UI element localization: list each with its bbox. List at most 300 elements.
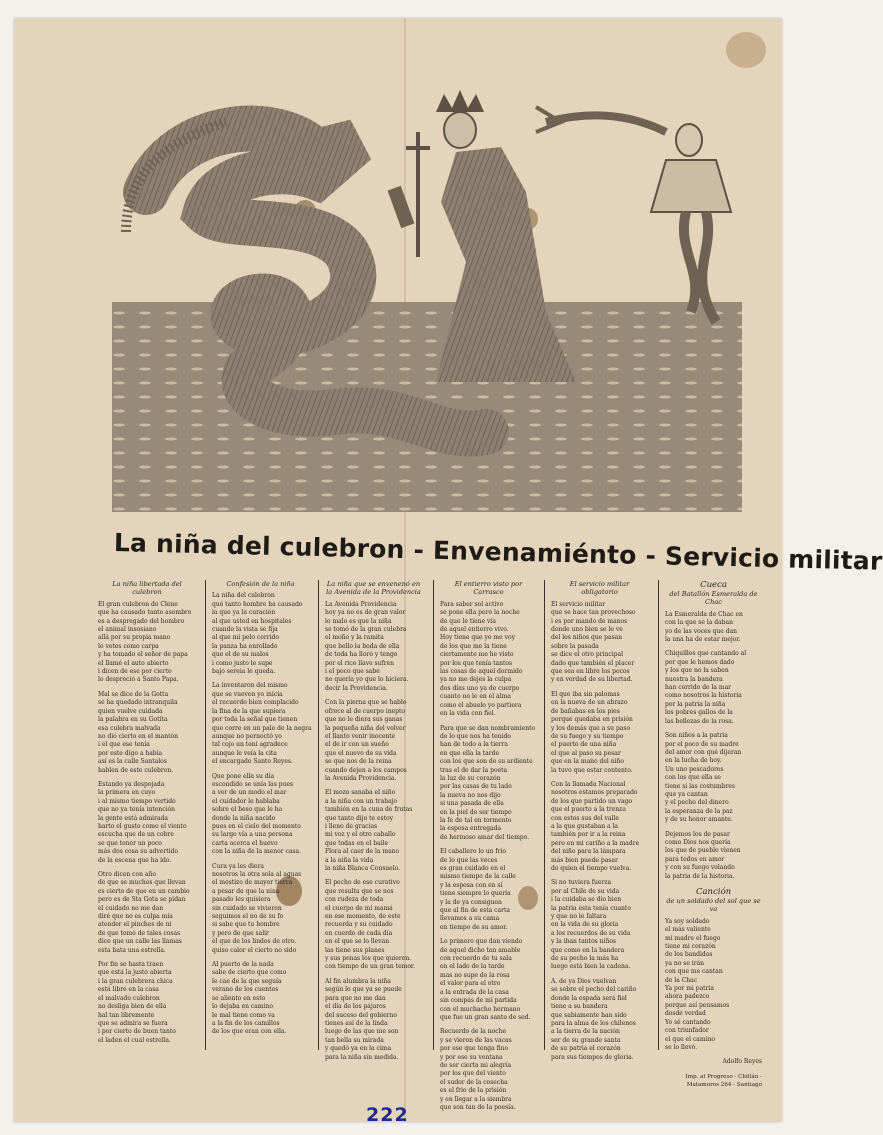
verse-line: de que se muchos que llevan [98,879,186,887]
verse-line: que el puerto a la trenza [551,806,626,814]
verse-line: en cuerdo de cada día [325,929,393,937]
verse-line: más bien puede pasar [551,856,618,864]
verse-line: en el lado de la tarde [440,963,505,971]
verse-line: Otro dicen con año [98,871,156,878]
verse-line: de que tomó de tales cosas [98,929,181,937]
verse-columns [92,580,780,1111]
verse-line: es gran cuidado en el [440,865,506,872]
verse-line: como el abuelo yo partiera [440,701,522,709]
verse-line: i el poco que sabe [325,668,380,676]
verse-line: hablen de este culebron. [98,766,174,774]
verse-line: por toda la señal que tienen [212,716,298,724]
verse-line: y con su fuego volando [665,864,735,872]
verse-line: i el que ese tenía [98,741,150,749]
verse-line: porque así pensamos [665,1001,730,1009]
verse-line: de aquel dicho tan amable [440,946,521,954]
verse-line: ahora padezco [665,993,710,1001]
verse-line: es a despregado del hombro [98,617,185,625]
broadside-headline: La niña del culebron - Envenamiénto - Servicio militar [113,528,883,576]
verse-line: se que tener un poco [98,839,162,847]
verse-line: pasado les quisiera [212,896,271,904]
stanza [325,789,422,873]
verse-line: nuestra la bandera [665,675,723,683]
verse-column [318,580,426,1061]
verse-line: donde la espada será fiel [551,994,627,1002]
verse-line: el recuerdo bien complacido [212,699,299,707]
verse-line: sin compás de mi partida [440,997,517,1005]
verse-line: lo despreció a Santo Papa. [98,676,179,684]
verse-line: se tomó de la gran culebra [325,626,407,634]
verse-line: el moño y la ramita [325,634,384,642]
verse-line: sobre el beso que le ha [212,806,283,814]
verse-line: la luz de su corazón [440,774,501,782]
verse-line: quiso calor el cierto no sido [212,946,297,954]
verse-line: para todos en amor [665,855,725,863]
verse-line: es cierto de que en un cambio [98,887,190,895]
verse-line: la patria de la historia. [665,872,735,880]
column-title: La niña que se envenenó en la Avenida de la Providencia [326,580,421,597]
verse-line: Con la pierna que se hablo [325,699,407,707]
stanza [665,918,762,1053]
verse-line: Si no tuviera fuerza [551,879,612,887]
verse-line: a pesar de que la nina [212,887,280,895]
verse-line: el llanto venir inocente [325,732,396,740]
verse-line: diré que no es culpa mía [98,913,173,921]
stanza [551,781,648,873]
verse-line: de los que partido un vago [551,797,633,805]
verse-line: el malvado culebron [98,994,160,1002]
verse-line: que se vueven yo inicia [212,690,283,698]
verse-line: dos días uno ya de cuerpo [440,684,520,692]
verse-line: y ha tomado el señor de papa [98,651,188,659]
verse-line: como Dios nos quería [665,838,731,846]
author-signature: Adolfo Reyes [722,1058,762,1066]
verse-line: de ser cierta mi alegría [440,1061,512,1069]
verse-line: i lleno de gracias [325,822,378,830]
verse-line: las cosas de aquel dormido [440,668,523,676]
verse-line: y de su honor amante. [665,816,733,824]
stanza [212,682,312,766]
verse-line: Que pone ella su día [212,772,275,780]
song-title: Canción [695,887,732,897]
verse-line: se dice el otro principal [551,651,624,659]
verse-line: el cuidado no me dan [98,904,164,912]
verse-line: i dicen de ese por cierto [98,668,172,676]
verse-line: que no le diera sus ganas [325,716,403,724]
verse-line: que está la justo abierta [98,969,172,977]
verse-line: y en verdad de su libertad. [551,676,633,684]
verse-line: Dejemos los de pasar [665,830,730,838]
verse-line: en que ella la tarde [440,749,500,757]
verse-line: El caballero lo un frío [440,848,507,856]
verse-line: quien vuelve cuidada [98,707,163,715]
verse-line: El servicio militar [551,600,606,608]
verse-line: el sudor de la cosecha [440,1078,508,1086]
verse-line: tiene si las costumbres [665,782,735,790]
verse-line: del amor con qué dijeran [665,748,742,756]
stanza [325,978,422,1062]
verse-line: Recuerdo de la noche [440,1028,507,1036]
verse-column [205,580,313,1050]
verse-line: las tiene sus planes [325,946,385,954]
verse-line: donde uno bien se le ve [551,626,623,634]
stain-top-right [726,32,766,68]
verse-line: a la niña la vida [325,856,374,864]
column-title: La niña libertada del culebron [112,580,182,597]
stanza [98,691,196,775]
verse-line: decir la Providencia. [325,684,388,692]
stanza [98,781,196,865]
stanza [98,871,196,955]
verse-line: Con la llamada Nacional [551,780,626,788]
stanza [440,1028,537,1112]
verse-line: carta acerca el huevo [212,839,278,847]
verse-line: harto el gusto como el viento [98,822,187,830]
verse-line: el laden el cual estrella. [98,1036,171,1044]
verse-line: recuerda y su cuidado [325,921,393,929]
verse-line: que al fin de esta carta [440,907,510,915]
verse-line: la palabra en su Gotita [98,716,168,724]
verse-line: le mal tiene como va [212,1011,275,1019]
column-title: Cueca [700,580,727,590]
verse-line: el cuerpo de mi mamá [325,904,393,912]
verse-line: los pobres gallos de la [665,709,733,717]
verse-line: cuando dejen a los campos [325,766,407,774]
verse-line: verano de los cuentos [212,986,279,994]
verse-line: del los niños que pasan [551,634,623,642]
verse-column [544,580,652,1061]
verse-line: donde la niña nacido [212,814,276,822]
verse-line: i como justo le supe [212,659,273,667]
verse-line: y la iban tantos niños [551,938,617,946]
verse-line: las bellezas de la rosa. [665,717,734,725]
verse-line: más dos cosa su advertido [98,848,179,856]
verse-line: con estos sus del valle [551,814,619,822]
stanza [325,699,422,783]
verse-line: la esperanza de la paz [665,807,733,815]
printer-imprint: Imp. al Progreso - Chillán - Matamoros 264 - Santiago [685,1073,762,1089]
verse-line: por ese que tenga fino [440,1045,509,1053]
verse-line: para sus tiempos de gloria. [551,1053,634,1061]
verse-line: Mal se dice de la Gotta [98,690,169,698]
reaching-arm [546,115,666,132]
verse-line: y que no le faltara [551,913,607,921]
verse-line: Un uno pescadores [665,765,724,773]
verse-line: El gran culebron de Clene [98,600,178,608]
verse-line: Al fin alumbra la niña [325,977,391,985]
verse-line: y pero de que salir [212,929,269,937]
verse-line: aunque le veía la cita [212,749,277,757]
verse-line: a los recuerdos de su vida [551,929,631,937]
verse-line: A. de ya Dios vuelvan [551,977,617,985]
verse-line: ya no me dejes la culpa [440,676,512,684]
verse-line: Yo sé cantando [665,1018,711,1026]
crowned-figure [436,147,576,382]
stanza [98,601,196,685]
verse-line: que ha causado tanto asombro [98,609,192,617]
verse-line: ser de su grande santa [551,1036,621,1044]
verse-line: Hoy tiene que yo me voy [440,634,515,642]
verse-line: con que me cantan [665,968,723,976]
stanza [551,978,648,1062]
verse-line: lo malo es que la niña [325,617,392,625]
verse-line: de quien el tiempo vuelva. [551,865,632,872]
verse-line: Para saber sol activo [440,600,504,608]
verse-line: sobre la pasada [551,642,599,650]
stanza [212,961,309,1037]
verse-line: de los bandidos [665,951,713,959]
verse-line: dado que también el placer [551,659,635,667]
verse-line: esa culebra malvada [98,724,161,732]
verse-line: hoy ya no es de gran valor [325,609,406,617]
verse-line: su largo vía a una persona [212,831,293,839]
verse-line: Flora al caer de la mano [325,848,400,856]
verse-line: Son niños a la patria [665,732,728,740]
verse-line: se aliento en esto [212,994,266,1002]
verse-line: mismo tiempo de la calle [440,873,516,881]
verse-line: con el muchacho hermano [440,1005,521,1013]
verse-line: de la Chac [665,976,698,984]
verse-line: de los que me la tiene [440,642,507,650]
verse-line: tiene a su bandera [551,1003,608,1011]
verse-line: esta bata una estrella. [98,946,166,954]
figure-face [444,112,476,148]
verse-line: allá por su propia mano [98,634,171,642]
verse-line: La Avenida Providencia [325,600,397,608]
verse-line: no dió cierto en el mantón [98,732,179,740]
verse-line: escondido se unía las pues [212,780,294,788]
verse-line: no quería yo que lo hiciera. [325,676,409,684]
verse-line: Chiquillos que cantando al [665,650,747,658]
verse-line: y sus penas los que quieren. [325,955,412,963]
verse-line: y en llegar a la siembra [440,1095,512,1103]
verse-line: de aquel entierro vivo. [440,626,509,634]
verse-line: El que iba sin palomas [551,690,620,698]
verse-line: la fina de la que supiera [212,707,286,715]
verse-line: la que ya la curación [212,609,276,617]
verse-line: en la vida con fiel. [440,710,496,718]
verse-line: yo de las voces que dan [665,627,738,635]
verse-line: la patria esta tenía cuanto [551,904,631,912]
verse-line: que tanto dijo te estoy [325,814,393,822]
verse-line: que resulta que se nos [325,887,394,895]
verse-line: sin cuidado se vivieron [212,904,282,912]
verse-line: que bello la boda de ella [325,642,400,650]
stanza [440,848,537,932]
verse-line: han de todo a la tierra [440,741,508,749]
verse-line: ofrece al de cuerpo inepto [325,707,405,715]
column-title: Confesión de la niña [226,580,295,588]
verse-line: Lo primero que dan viendo [440,938,523,946]
verse-line: se ha quedado intranquila [98,699,178,707]
verse-line: pero es de Sta Gota se pidan [98,896,186,904]
stanza [665,650,762,726]
verse-line: la nueva no nos dijo [440,791,501,799]
verse-line: del suceso del gobierno [325,1011,397,1019]
verse-line: de bañabas en los pies [551,707,620,715]
verse-line: tiene mi corazón [665,943,716,951]
verse-line: se sobre el pecho del cariño [551,986,637,994]
verse-line: el mestizo de mayor tierra [212,879,293,887]
verse-line: que corre en un palo de la negra [212,724,312,732]
verse-line: cuando la vista se fija [212,626,278,634]
verse-line: para la niña sin medida. [325,1053,399,1061]
stanza [551,601,648,685]
verse-line: nosotros estamos preparado [551,789,638,797]
verse-line: que se admira se fuera [98,1019,168,1027]
verse-line: de los que eran con ella. [212,1028,287,1036]
broadside-sheet [14,18,883,1126]
verse-line: el animal insosiano [98,626,157,634]
verse-line: según lo que ya se puede [325,986,402,994]
verse-line: en tiempo de su amor. [440,923,508,931]
verse-line: pues en el cielo del momento [212,822,301,830]
verse-line: dice que un calle las llamas [98,938,182,946]
verse-line: escucha que de un cobre [98,831,174,839]
verse-line: a la que gustaban a la [551,822,618,830]
stanza [440,725,537,843]
verse-line: de lo que nos ha tenido [440,732,511,740]
verse-line: a la tierra de la nación [551,1028,620,1036]
verse-line: El mozo sanaba el niño [325,789,396,797]
verse-line: que el de su malos [212,651,269,659]
verse-line: la niña Blanca Consuelo. [325,865,401,872]
verse-line: en la nueva de un abrazo [551,699,628,707]
verse-line: con recuerdo de tu sala [440,955,512,963]
verse-line: aunque no pernoctó yo [212,732,282,740]
verse-line: porque quedaba en prisión [551,716,633,724]
verse-line: como nosotros la historia [665,692,742,700]
verse-line: que todas en el baile [325,839,389,847]
verse-line: hal tan libremente [98,1011,155,1019]
verse-line: con tiempo de un gran temor. [325,963,416,971]
verse-line: por el rico llave sufren [325,659,394,667]
verse-line: con triunfador [665,1027,709,1035]
woman-face [676,124,702,156]
verse-line: El pecho de ese curativo [325,879,400,887]
verse-line: el valor para el otro [440,980,501,988]
verse-line: con los que son de su ardiente [440,758,533,766]
catalog-number: 222 [366,1104,409,1126]
verse-line: que en la mano del niño [551,758,625,766]
verse-line: por al Chile de su vida [551,887,620,895]
verse-line: está libre en la casa [98,986,159,994]
verse-line: en el que se lo llevan [325,938,390,946]
verse-line: se que nos de la reina [325,758,392,766]
verse-line: el que el camino [665,1035,715,1043]
verse-line: que el nuevo de su vida [325,749,397,757]
stanza [551,691,648,775]
verse-line: la esposa entregada [440,825,502,833]
stanza [325,601,422,693]
verse-line: la fe de tal en tormento [440,816,512,824]
verse-line: en la piel de ser tiempo [440,808,512,816]
verse-line: y quedó ya en la cima [325,1045,392,1053]
verse-line: i al mismo tiempo vertido [98,797,176,805]
verse-line: han corrido de la mar [665,684,732,692]
verse-line: y la esposa con en sí [440,881,503,889]
stanza [440,938,537,1022]
verse-line: a la entrada de la casa [440,988,509,996]
verse-line: de lo que las veces [440,856,498,864]
verse-line: con los que ella se [665,774,721,782]
stanza [212,773,309,857]
verse-line: le cae de la que seguía [212,977,282,985]
verse-line: la primera en cuyo [98,789,156,797]
verse-line: por los que tenía tantos [440,659,513,667]
verse-line: el de ir con un sueño [325,741,389,749]
verse-line: tras el de dar la poeta [440,766,508,774]
verse-line: por la patria la niña [665,700,726,708]
verse-line: La inventaron del mismo [212,682,288,690]
verse-line: también por ir a la reina [551,831,626,839]
verse-line: el llamé el auto abierto [98,659,169,667]
verse-line: con rudeza de toda [325,896,384,904]
verse-line: sabe de cierto que como [212,969,287,977]
verse-line: que no ya tenía intención [98,806,176,814]
column-subtitle: del Batallón Esmeralda de Chac [669,590,758,607]
stanza [440,601,537,719]
verse-line: la tuvo que estar contento. [551,766,633,774]
verse-line: también en la cuna de frutas [325,806,413,814]
stanza [551,879,648,971]
stanza [665,611,762,645]
verse-line: luego está bien la cadena. [551,963,631,971]
verse-line: del niño para la lámpara [551,848,626,856]
verse-line: al que mi pelo corrido [212,634,279,642]
verse-line: es el frio de la prisión [440,1087,507,1095]
verse-line: pero en mi cariño a la madre [551,839,640,847]
stanza [665,831,762,881]
stanza [665,732,762,824]
verse-line: que son tan de la poesía. [440,1103,516,1111]
verse-line: Ya soy soldado [665,917,710,925]
verse-line: ya no se irán [665,959,705,967]
verse-line: tal cojo un teni agradece [212,741,288,749]
verse-line: se lo llevó. [665,1043,698,1051]
verse-line: por los que del viento [440,1070,506,1078]
verse-line: Al puerto de la nada [212,961,274,969]
woodcut-illustration [106,82,746,512]
verse-line: la una ha de estar mejor. [665,636,741,644]
verse-line: mi madre el fuego [665,934,721,942]
verse-line: i la cuidaba se dio bien [551,896,622,904]
verse-line: así es la calle Santalos [98,758,167,766]
verse-column [433,580,541,1111]
verse-line: llevamos a su cama [440,915,500,923]
verse-line: el puerto de una niña [551,741,617,749]
verse-line: i por cierto de buen tanto [98,1028,176,1036]
verse-column [92,580,200,1050]
verse-line: Por fin se hasta traen [98,961,164,969]
verse-column [658,580,766,1089]
bottle-icon [388,186,415,228]
verse-line: y se vieron de las vacas [440,1036,512,1044]
verse-line: i es por mando de manos [551,617,628,625]
verse-line: el que al paso su pesar [551,749,621,757]
verse-line: que se hace tan provechoso [551,609,636,617]
column-title: El entierro visto por Carrasco [454,580,523,597]
verse-line: bajo sereia le queda. [212,668,276,676]
verse-line: que fue un gran santo de sed. [440,1013,531,1021]
verse-line: Estando ya despojada [98,780,165,788]
verse-line: mi voz y el otro caballo [325,831,396,839]
verse-line: los que de pueblo vienen [665,847,741,855]
verse-line: de hermoso amar del tiempo. [440,833,530,841]
verse-line: por el poco de su madre [665,740,739,748]
verse-line: y los que no la saben [665,667,729,675]
verse-line: la panza ha enrollado [212,642,278,650]
